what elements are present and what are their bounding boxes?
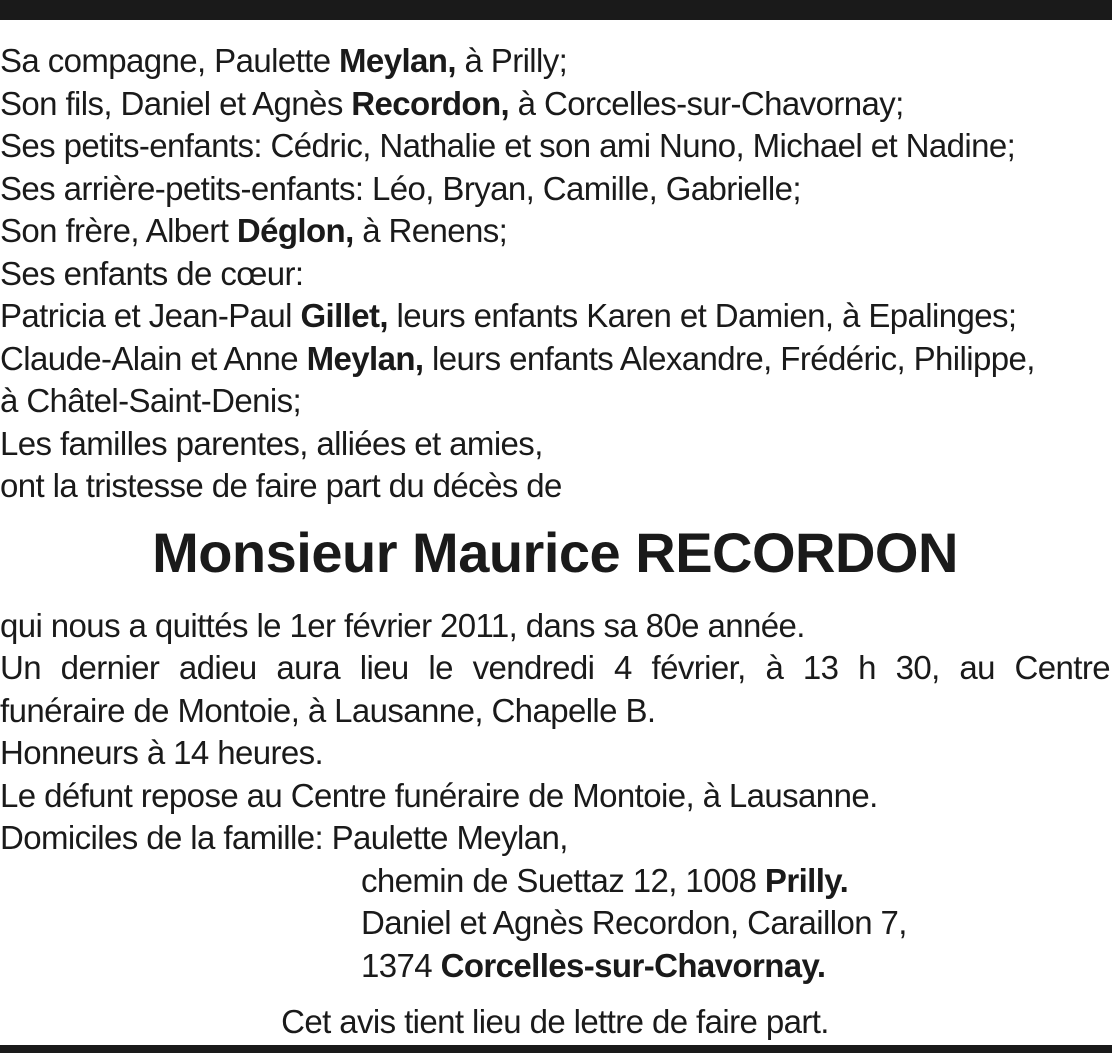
family-surname: Meylan, (339, 42, 456, 79)
family-line: à Châtel-Saint-Denis; (0, 382, 302, 419)
detail-line: Honneurs à 14 heures. (0, 734, 324, 771)
domicile-line: Daniel et Agnès Recordon, Caraillon 7, (361, 904, 907, 941)
domicile-line: Domiciles de la famille: Paulette Meylan, (0, 819, 568, 856)
domicile-line: chemin de Suettaz 12, 1008 Prilly. (361, 861, 849, 899)
domicile-town: Corcelles-sur-Chavornay. (440, 946, 826, 984)
detail-line: funéraire de Montoie, à Lausanne, Chapelle B. (0, 691, 656, 729)
family-line: Les familles parentes, alliées et amies, (0, 424, 543, 462)
family-line: Patricia et Jean-Paul Gillet, leurs enfants Karen et Damien, à Epalinges; (0, 297, 1017, 334)
bottom-rule (0, 1045, 1112, 1053)
top-rule (0, 0, 1112, 20)
detail-line: Un dernier adieu aura lieu le vendredi 4 février, à 13 h 30, au Centre (0, 649, 1110, 686)
family-surname: Meylan, (306, 339, 424, 377)
family-surname: Gillet, (300, 297, 388, 334)
footer-note: Cet avis tient lieu de lettre de faire part. (281, 1003, 829, 1040)
family-line: Ses enfants de cœur: (0, 254, 304, 292)
domicile-town: Prilly. (764, 861, 849, 899)
family-surname: Recordon, (351, 84, 510, 122)
family-line: Sa compagne, Paulette Meylan, à Prilly; (0, 42, 568, 79)
detail-line: qui nous a quittés le 1er février 2011, dans sa 80e année. (0, 606, 805, 644)
family-line: Claude-Alain et Anne Meylan, leurs enfants Alexandre, Frédéric, Philippe, (0, 339, 1035, 377)
family-line: Son fils, Daniel et Agnès Recordon, à Corcelles-sur-Chavornay; (0, 84, 904, 122)
deceased-name: Monsieur Maurice RECORDON (152, 520, 958, 584)
family-line: ont la tristesse de faire part du décès de (0, 467, 562, 504)
family-line: Ses arrière-petits-enfants: Léo, Bryan, Camille, Gabrielle; (0, 169, 801, 207)
domicile-line: 1374 Corcelles-sur-Chavornay. (361, 946, 826, 984)
family-line: Son frère, Albert Déglon, à Renens; (0, 212, 508, 249)
family-line: Ses petits-enfants: Cédric, Nathalie et son ami Nuno, Michael et Nadine; (0, 127, 1016, 164)
domiciles-label: Domiciles de la famille: (0, 819, 332, 856)
family-surname: Déglon, (236, 212, 354, 249)
detail-line: Le défunt repose au Centre funéraire de Montoie, à Lausanne. (0, 776, 878, 814)
obituary-notice (0, 40, 1110, 1044)
